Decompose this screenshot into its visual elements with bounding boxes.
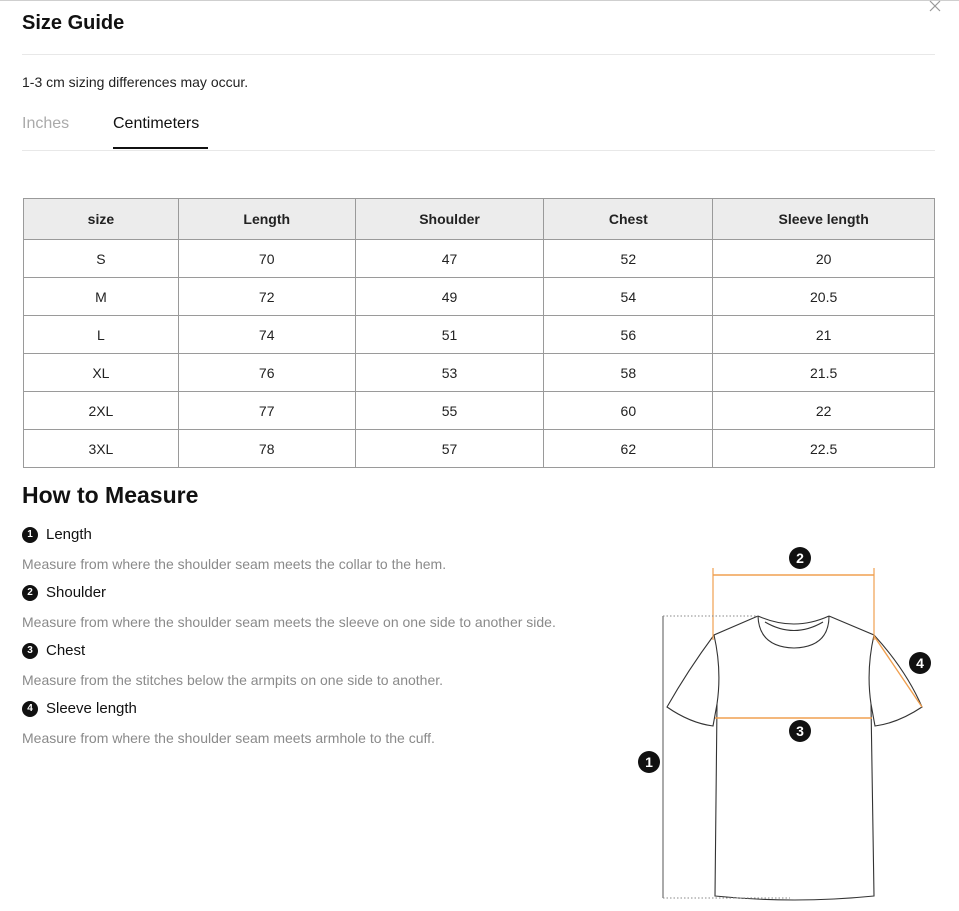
cell-size: M [24, 278, 179, 316]
cell-chest: 56 [544, 316, 713, 354]
table-row [24, 240, 935, 278]
cell-shoulder: 55 [355, 392, 544, 430]
header-shoulder: Shoulder [355, 199, 544, 240]
divider [22, 54, 935, 55]
cell-length: 77 [178, 392, 355, 430]
cell-shoulder: 51 [355, 316, 544, 354]
table-row [24, 430, 935, 468]
measure-label: Shoulder [46, 584, 107, 601]
cell-length: 74 [178, 316, 355, 354]
cell-shoulder: 53 [355, 354, 544, 392]
number-3-icon: 3 [22, 643, 38, 659]
unit-tabs [22, 112, 935, 151]
close-button[interactable] [927, 0, 943, 14]
marker-4-icon [909, 652, 931, 674]
measure-desc: Measure from where the shoulder seam meets the sleeve on one side to another side. [22, 614, 556, 630]
close-icon [927, 0, 943, 14]
cell-length: 78 [178, 430, 355, 468]
header-chest: Chest [544, 199, 713, 240]
top-border [0, 0, 959, 1]
cell-size: S [24, 240, 179, 278]
measure-item-length [22, 526, 92, 543]
cell-chest: 60 [544, 392, 713, 430]
cell-length: 72 [178, 278, 355, 316]
cell-size: XL [24, 354, 179, 392]
table-header-row [24, 199, 935, 240]
table-row [24, 278, 935, 316]
how-to-measure-title: How to Measure [22, 482, 199, 508]
svg-text:1: 1 [645, 754, 653, 770]
cell-length: 76 [178, 354, 355, 392]
cell-sleeve: 20 [713, 240, 935, 278]
measure-item-chest [22, 642, 85, 659]
header-sleeve-length: Sleeve length [713, 199, 935, 240]
number-2-icon: 2 [22, 585, 38, 601]
tab-centimeters[interactable]: Centimeters [113, 115, 208, 149]
measure-label: Sleeve length [46, 700, 137, 717]
measure-item-shoulder [22, 584, 106, 601]
cell-sleeve: 22.5 [713, 430, 935, 468]
marker-2-icon [789, 547, 811, 569]
cell-sleeve: 22 [713, 392, 935, 430]
size-table [23, 198, 935, 468]
cell-size: 3XL [24, 430, 179, 468]
cell-shoulder: 49 [355, 278, 544, 316]
tab-inches[interactable]: Inches [22, 115, 70, 132]
marker-1-icon [638, 751, 660, 773]
svg-text:4: 4 [916, 655, 924, 671]
table-row [24, 316, 935, 354]
table-row [24, 392, 935, 430]
cell-chest: 52 [544, 240, 713, 278]
tshirt-measurement-diagram [630, 540, 935, 906]
measure-desc: Measure from the stitches below the armpits on one side to another. [22, 672, 444, 688]
sizing-note: 1-3 cm sizing differences may occur. [22, 74, 249, 90]
svg-text:3: 3 [796, 723, 804, 739]
measure-label: Length [46, 526, 92, 543]
header-size: size [24, 199, 179, 240]
header-length: Length [178, 199, 355, 240]
table-row [24, 354, 935, 392]
modal-title: Size Guide [22, 12, 125, 34]
cell-shoulder: 47 [355, 240, 544, 278]
marker-3-icon [789, 720, 811, 742]
cell-shoulder: 57 [355, 430, 544, 468]
cell-size: L [24, 316, 179, 354]
measure-label: Chest [46, 642, 86, 659]
measure-desc: Measure from where the shoulder seam meets armhole to the cuff. [22, 730, 435, 746]
cell-chest: 54 [544, 278, 713, 316]
svg-text:2: 2 [796, 550, 804, 566]
cell-length: 70 [178, 240, 355, 278]
measure-desc: Measure from where the shoulder seam meets the collar to the hem. [22, 556, 447, 572]
cell-chest: 62 [544, 430, 713, 468]
measure-item-sleeve-length [22, 700, 137, 717]
cell-size: 2XL [24, 392, 179, 430]
tshirt-outline-icon [667, 616, 922, 900]
number-4-icon: 4 [22, 701, 38, 717]
cell-sleeve: 20.5 [713, 278, 935, 316]
number-1-icon: 1 [22, 527, 38, 543]
cell-sleeve: 21.5 [713, 354, 935, 392]
cell-sleeve: 21 [713, 316, 935, 354]
cell-chest: 58 [544, 354, 713, 392]
